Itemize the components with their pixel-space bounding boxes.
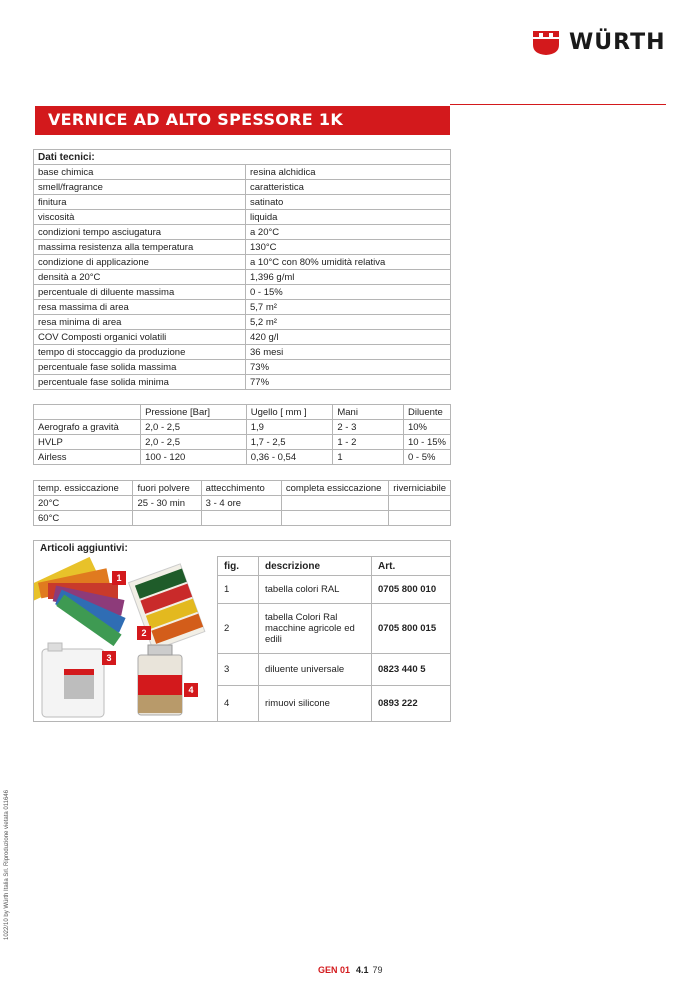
table-cell: 25 - 30 min: [133, 496, 201, 511]
article-code: 0705 800 015: [372, 604, 451, 654]
property-name: densità a 20°C: [34, 270, 246, 285]
property-name: resa massima di area: [34, 300, 246, 315]
property-name: resa minima di area: [34, 315, 246, 330]
property-value: 130°C: [246, 240, 451, 255]
table-row: [34, 511, 451, 526]
article-description: diluente universale: [259, 654, 372, 686]
application-table: [33, 404, 451, 465]
col-fig: fig.: [218, 557, 259, 576]
table-cell: 3 - 4 ore: [201, 496, 281, 511]
col-art: Art.: [372, 557, 451, 576]
property-value: resina alchidica: [246, 165, 451, 180]
table-row: [34, 330, 451, 345]
property-name: percentuale fase solida massima: [34, 360, 246, 375]
table-row: [34, 450, 451, 465]
table-cell: 1,7 - 2,5: [246, 435, 333, 450]
figure-number: 2: [218, 604, 259, 654]
table-cell: 60°C: [34, 511, 133, 526]
property-name: tempo di stoccaggio da produzione: [34, 345, 246, 360]
table-cell: 1: [333, 450, 404, 465]
figure-badge-2: 2: [137, 626, 151, 640]
table-row: [34, 195, 451, 210]
additional-articles: [33, 540, 451, 722]
table-row: [218, 654, 451, 686]
property-value: 36 mesi: [246, 345, 451, 360]
col-description: descrizione: [259, 557, 372, 576]
column-header: attecchimento: [201, 481, 281, 496]
wurth-logo: [531, 27, 666, 57]
table-row: [34, 315, 451, 330]
property-name: smell/fragrance: [34, 180, 246, 195]
technical-data-heading: Dati tecnici:: [34, 150, 451, 165]
technical-data-table: [33, 149, 451, 390]
table-row: [34, 165, 451, 180]
drying-table: [33, 480, 451, 526]
property-value: 77%: [246, 375, 451, 390]
table-row: [34, 180, 451, 195]
table-row: [218, 576, 451, 604]
table-row: [34, 345, 451, 360]
table-cell: 0,36 - 0,54: [246, 450, 333, 465]
table-row: [34, 225, 451, 240]
property-value: a 20°C: [246, 225, 451, 240]
column-header: Pressione [Bar]: [141, 405, 247, 420]
property-name: condizioni tempo asciugatura: [34, 225, 246, 240]
table-cell: [281, 511, 388, 526]
table-row: [34, 360, 451, 375]
thinner-canister-image: [42, 643, 104, 717]
table-row: [34, 270, 451, 285]
figure-number: 4: [218, 686, 259, 722]
article-description: rimuovi silicone: [259, 686, 372, 722]
brand-name: WÜRTH: [569, 29, 666, 55]
table-cell: Airless: [34, 450, 141, 465]
table-cell: 2,0 - 2,5: [141, 435, 247, 450]
table-cell: 0 - 5%: [403, 450, 450, 465]
figure-badge-1: 1: [112, 571, 126, 585]
figure-number: 3: [218, 654, 259, 686]
table-cell: [281, 496, 388, 511]
table-row: [218, 686, 451, 722]
table-header-row: [34, 405, 451, 420]
property-name: massima resistenza alla temperatura: [34, 240, 246, 255]
table-cell: [133, 511, 201, 526]
column-header: Mani: [333, 405, 404, 420]
table-header-row: [34, 481, 451, 496]
table-cell: 20°C: [34, 496, 133, 511]
table-cell: 1 - 2: [333, 435, 404, 450]
property-name: COV Composti organici volatili: [34, 330, 246, 345]
column-header: Diluente: [403, 405, 450, 420]
footer-page-ref: 4.1: [356, 965, 369, 975]
page-footer: [318, 965, 383, 975]
table-row: [34, 285, 451, 300]
table-row: [218, 604, 451, 654]
property-value: liquida: [246, 210, 451, 225]
table-cell: 10%: [403, 420, 450, 435]
table-row: [34, 210, 451, 225]
column-header: temp. essiccazione: [34, 481, 133, 496]
property-name: percentuale di diluente massima: [34, 285, 246, 300]
column-header: [34, 405, 141, 420]
copyright-note: 1022/10 by Würth Italia Srl. Riproduzione vietata 011646: [4, 790, 10, 940]
property-name: base chimica: [34, 165, 246, 180]
column-header: riverniciabile: [389, 481, 451, 496]
title-rule: [450, 104, 666, 105]
column-header: Ugello [ mm ]: [246, 405, 333, 420]
property-value: 5,7 m²: [246, 300, 451, 315]
table-cell: 2 - 3: [333, 420, 404, 435]
property-value: 73%: [246, 360, 451, 375]
table-row: [34, 420, 451, 435]
property-value: 5,2 m²: [246, 315, 451, 330]
column-header: completa essiccazione: [281, 481, 388, 496]
article-code: 0823 440 5: [372, 654, 451, 686]
article-code: 0893 222: [372, 686, 451, 722]
table-row: [34, 435, 451, 450]
title-bar: [35, 106, 450, 135]
figure-number: 1: [218, 576, 259, 604]
table-row: [34, 375, 451, 390]
property-name: finitura: [34, 195, 246, 210]
table-row: [34, 300, 451, 315]
column-header: fuori polvere: [133, 481, 201, 496]
footer-section: GEN 01: [318, 965, 351, 975]
table-row: [34, 240, 451, 255]
property-value: caratteristica: [246, 180, 451, 195]
table-cell: [389, 496, 451, 511]
article-description: tabella Colori Ral macchine agricole ed edili: [259, 604, 372, 654]
articles-table: [217, 556, 451, 722]
property-name: percentuale fase solida minima: [34, 375, 246, 390]
table-row: [34, 496, 451, 511]
articles-images: [34, 557, 217, 722]
table-cell: Aerografo a gravità: [34, 420, 141, 435]
table-cell: [389, 511, 451, 526]
page-title: VERNICE AD ALTO SPESSORE 1K: [48, 110, 344, 129]
figure-badge-4: 4: [184, 683, 198, 697]
table-cell: [201, 511, 281, 526]
figure-badge-3: 3: [102, 651, 116, 665]
property-value: 420 g/l: [246, 330, 451, 345]
property-name: condizione di applicazione: [34, 255, 246, 270]
articles-heading: Articoli aggiuntivi:: [40, 543, 128, 554]
table-cell: 1,9: [246, 420, 333, 435]
silicone-remover-can-image: [138, 645, 182, 715]
property-value: 0 - 15%: [246, 285, 451, 300]
property-value: satinato: [246, 195, 451, 210]
table-cell: HVLP: [34, 435, 141, 450]
article-description: tabella colori RAL: [259, 576, 372, 604]
table-cell: 10 - 15%: [403, 435, 450, 450]
footer-page-number: 79: [372, 965, 383, 975]
article-code: 0705 800 010: [372, 576, 451, 604]
table-row: [34, 255, 451, 270]
property-name: viscosità: [34, 210, 246, 225]
table-cell: 2,0 - 2,5: [141, 420, 247, 435]
wurth-logo-icon: [531, 27, 561, 57]
property-value: a 10°C con 80% umidità relativa: [246, 255, 451, 270]
table-cell: 100 - 120: [141, 450, 247, 465]
property-value: 1,396 g/ml: [246, 270, 451, 285]
